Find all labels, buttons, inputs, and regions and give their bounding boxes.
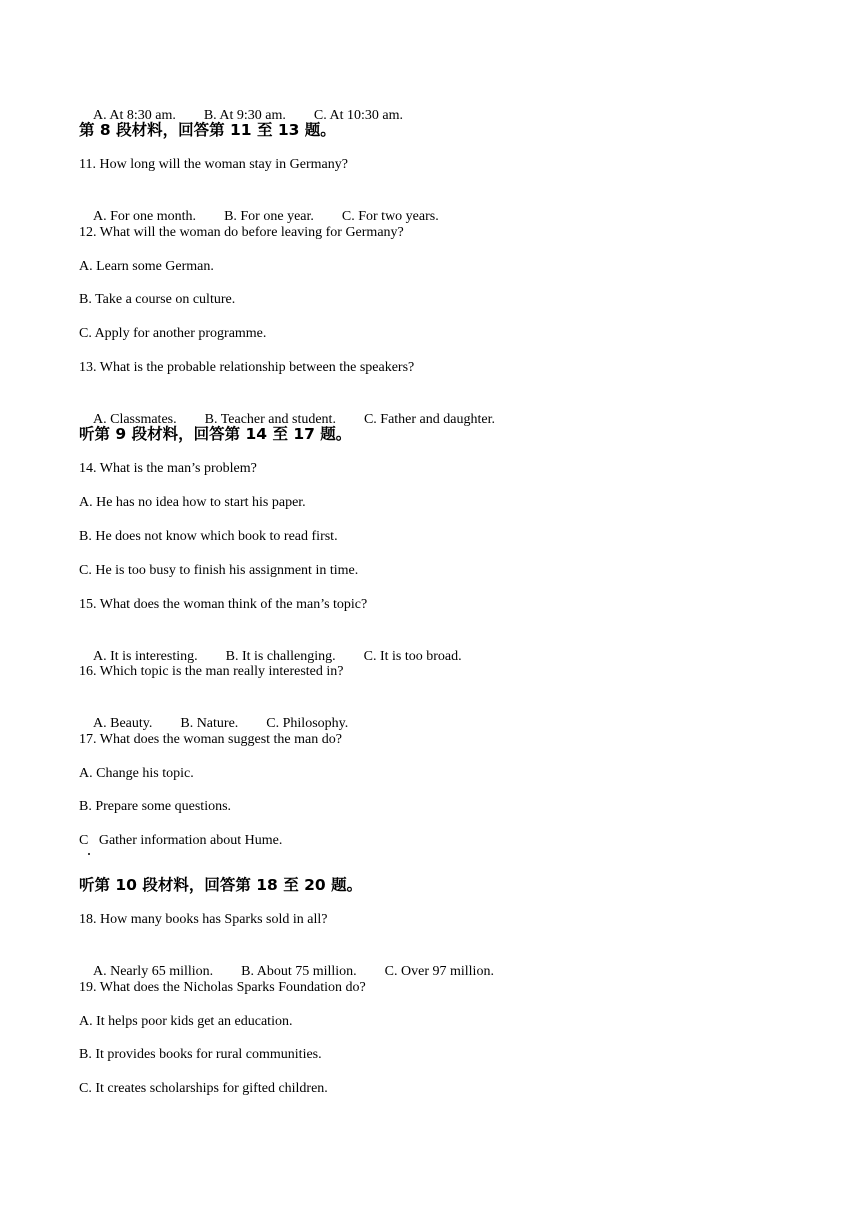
option-19-b: B. It provides books for rural communities. bbox=[79, 1047, 322, 1062]
option-b: B. It is challenging. bbox=[225, 649, 336, 664]
option-17-a: A. Change his topic. bbox=[79, 766, 194, 781]
option-a: A. Nearly 65 million. bbox=[93, 964, 214, 979]
option-b: B. Nature. bbox=[180, 716, 239, 731]
question-18: 18. How many books has Sparks sold in all? bbox=[79, 912, 328, 927]
section-heading-10: 听第 10 段材料，回答第 18 至 20 题。 bbox=[79, 876, 363, 894]
option-19-c: C. It creates scholarships for gifted children. bbox=[79, 1081, 328, 1096]
section-heading-8: 第 8 段材料，回答第 11 至 13 题。 bbox=[79, 121, 336, 139]
option-a: A. Beauty. bbox=[93, 716, 153, 731]
option-a: A. For one month. bbox=[93, 209, 197, 224]
option-14-a: A. He has no idea how to start his paper. bbox=[79, 495, 306, 510]
stray-dot-mark bbox=[88, 853, 90, 855]
question-13: 13. What is the probable relationship between the speakers? bbox=[79, 360, 415, 375]
option-c: C. For two years. bbox=[341, 209, 439, 224]
option-12-b: B. Take a course on culture. bbox=[79, 292, 236, 307]
section-heading-9: 听第 9 段材料，回答第 14 至 17 题。 bbox=[79, 425, 352, 443]
option-14-b: B. He does not know which book to read first. bbox=[79, 529, 338, 544]
option-a: A. Classmates. bbox=[93, 412, 177, 427]
option-a: A. At 8:30 am. bbox=[93, 108, 176, 123]
question-12: 12. What will the woman do before leaving for Germany? bbox=[79, 225, 404, 240]
option-c: C. It is too broad. bbox=[363, 649, 462, 664]
option-b: B. Teacher and student. bbox=[204, 412, 336, 427]
option-17-b: B. Prepare some questions. bbox=[79, 799, 232, 814]
option-b: B. For one year. bbox=[224, 209, 314, 224]
option-b: B. At 9:30 am. bbox=[203, 108, 286, 123]
option-c: C. Philosophy. bbox=[266, 716, 349, 731]
option-b: B. About 75 million. bbox=[241, 964, 357, 979]
question-11: 11. How long will the woman stay in Germany? bbox=[79, 157, 348, 172]
question-15: 15. What does the woman think of the man’s topic? bbox=[79, 597, 368, 612]
question-17: 17. What does the woman suggest the man do? bbox=[79, 732, 342, 747]
option-c: C. At 10:30 am. bbox=[313, 108, 403, 123]
option-12-a: A. Learn some German. bbox=[79, 259, 214, 274]
option-19-a: A. It helps poor kids get an education. bbox=[79, 1014, 293, 1029]
option-c: C. Father and daughter. bbox=[363, 412, 495, 427]
option-14-c: C. He is too busy to finish his assignment in time. bbox=[79, 563, 359, 578]
option-a: A. It is interesting. bbox=[93, 649, 198, 664]
question-19: 19. What does the Nicholas Sparks Foundation do? bbox=[79, 980, 366, 995]
question-16: 16. Which topic is the man really interested in? bbox=[79, 664, 344, 679]
option-c: C. Over 97 million. bbox=[384, 964, 494, 979]
option-17-c: C Gather information about Hume. bbox=[79, 833, 283, 848]
option-12-c: C. Apply for another programme. bbox=[79, 326, 267, 341]
question-14: 14. What is the man’s problem? bbox=[79, 461, 257, 476]
